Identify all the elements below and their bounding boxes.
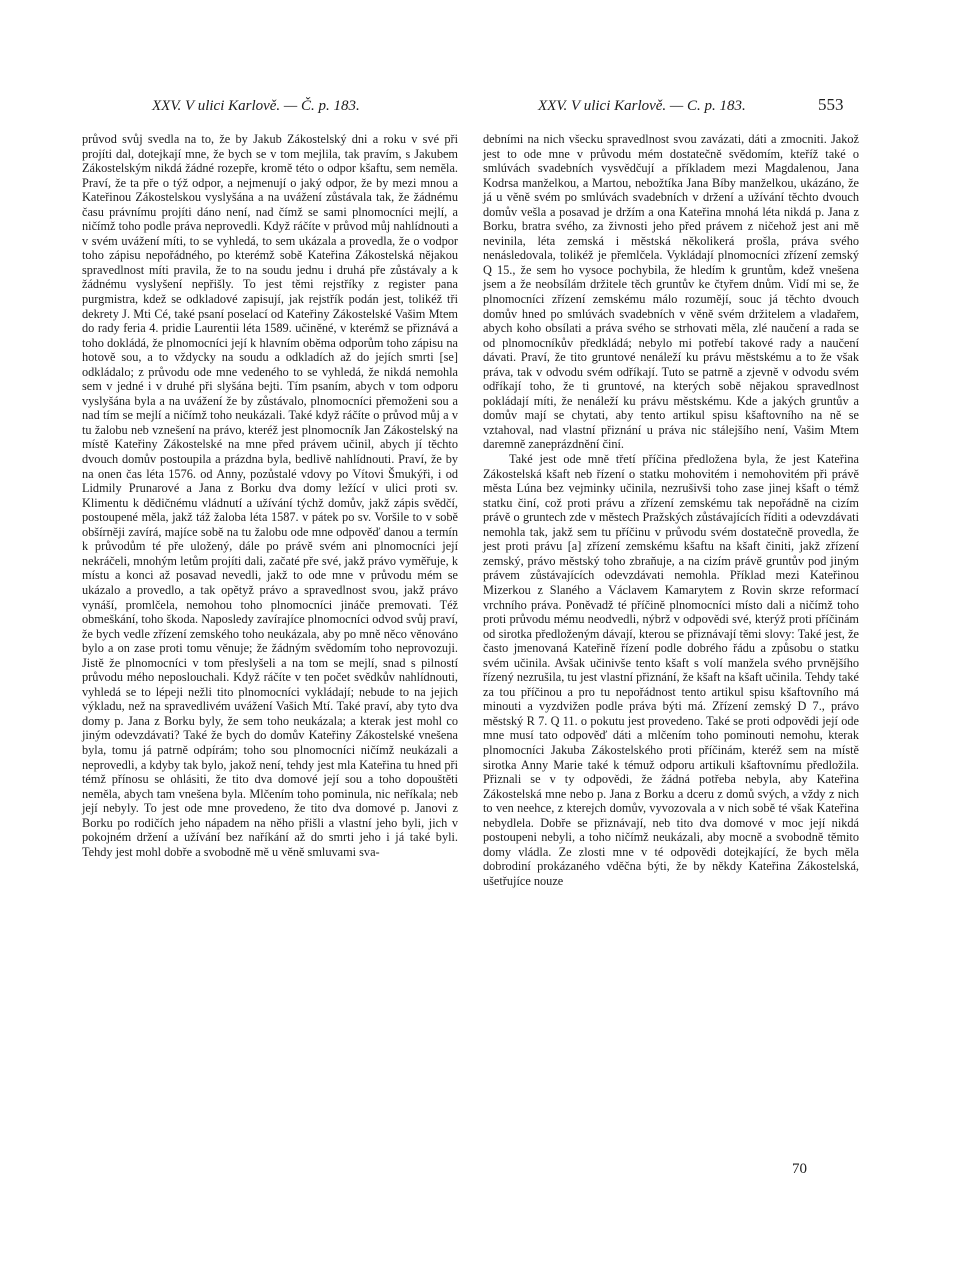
page-header [76, 95, 876, 120]
running-title-right: XXV. V ulici Karlově. — C. p. 183. [538, 98, 746, 114]
right-text-column [483, 132, 859, 888]
paragraph: Také jest ode mně třetí příčina předložena byla, že jest Kateřina Zákostelská kšaft neb řízení o statku mohovitém i nemohovitém při právě města Lúna bez vejminky učinila, nezrušivši toho zase jinej kšaft o témž statku činí, což proti právu a zřízení zemskému tak nepořádně na cizím právě o gruntech zde v městech Pražských zůstávajících říditi a odevzdávati nemohla tak, jakž sem tu příčinu v průvodu svém dostatečně provedla, že jest proti právu [a] zřízení zemskému kšaftu na kšaft činiti, jakž zřízení zemský, právo městský toho zbraňuje, a na cizím právě gruntův pod jiným právem zůstávajících odevzdávati nemohla. Příklad mezi Kateřinou Mizerkou z Slaného a Václavem Kamarytem z Rovin skrze reformací vrchního práva. Poněvadž té příčině plnomocníci místo dali a ničímž toho proti průvodu mému neodvedli, nýbrž v odpovědi své, kterýž proti příčinám od sirotka předloženým dávají, kterou se přiznávají těmi slovy: Také jest, že často jmenovaná Kateřině řízení podle dobrého řádu a způsobu o statku svém učinila. Avšak učinivše tento kšaft s volí manžela svého prvnějšího řízený nezrušila, tu jest vlastní přiznání, že kšaft na kšaft učinila. Tehdy také za tou příčinou a pro tu nepořádnost tento artikul spisu kšaftovního má minouti a vyzdvižen podle práva býti má. Zřízení zemský D 7., právo městský R 7. Q 11. o pokutu jest provedeno. Také se proti odpovědi její ode mne musí tato odpověď dáti a mlčením toho pominouti nemohu, kterak plnomocníci Jakuba Zákostelského proti příčinám, kteréž sem na místě sirotka Anny Marie také k témuž odporu artikuli kšaftovnímu předložila. Přiznali se v ty odpovědi, že žádná potřeba nebyla, aby Kateřina Zákostelská mne nebo p. Jana z Borku a dceru z domů svých, a vždy z nich to ven neehce, z kterejch domův, vyvozovala a v nich sobě té však Kateřina nebydlela. Dobře se přiznávají, neb tito dva domové v moc její nikdá postoupeni nebyli, a toho ničímž neukázali, aby mocně a svobodně těmito domy vládla. Ze zlosti mne v té odpovědi dotejkající, že bych měla dobrodiní prokázaného vděčna býti, že by někdy Kateřina Zákostelská, ušetřujíce nouze [483, 452, 859, 888]
left-text-column [82, 132, 458, 859]
page-number: 553 [818, 95, 844, 114]
running-title-left: XXV. V ulici Karlově. — Č. p. 183. [152, 98, 360, 114]
paragraph: debními na nich všecku spravedlnost svou zavázati, dáti a zmocniti. Jakož jest to ode mne v průvodu mém dostatečně svědomím, kteříž také o smlúvách svadebních vysvědčují a příkladem mezi Magdalenou, Jana Kodrsa manželkou, a Martou, nebožtíka Jana Bíby manželkou, ukázáno, že já u věně svém po smlúvách svadebních v držení a užívání těchto dvouch domův vešla a posavad je držím a ona Kateřina mnohá léta nikdá p. Jana z Borku, bratra svého, za živnosti jeho před právem z ničehož jest ani mě nevinila, léta zemská i městská několikerá prošla, práva svého nenásledovala, tolikéž je přemlčela. Vykládají plnomocníci zřízení zemský Q 15., že sem ho vysoce pochybila, že hledím k gruntům, kdež vnešena jsem a že neobsílám držitele těch gruntův ke čtyřem dnům. Vidí mi se, že plnomocníci zřízení zemskému málo rozumějí, souc já těchto dvouch domův hned po smlúvách svadebních v věně svém držitelem a vladařem, abych koho obsílati a práva svého se strhovati měla, zlé naučení a rada se od plnomocníkův předkládá; nebylo mi potřebí takové rady a naučení dávati. Praví, že tito gruntové nenáleží ku právu městskému a to že však práva, tak v odvodu svém odříkají. Tuto se patrně a zjevně v odvodu svém odříkají toho, že ti gruntové, na kterých sobě nějakou spravedlnost pokládají míti, že nenáleží ku právu městskému. Kde a jakých gruntův a domův mají se chytati, aby tento artikul spisu kšaftovního na ně se vztahoval, nad vlastní přiznání u práva nic stálejšího není, Vašim Mtem daremně zaneprázdnění činí. [483, 132, 859, 452]
signature-number: 70 [792, 1161, 807, 1177]
paragraph: průvod svůj svedla na to, že by Jakub Zákostelský dni a roku v své při projíti dal, dotejkají mne, že bych se v tom mejlila, tak pravím, s Jakubem Zákostelským nikdá žádné rozepře, kromě této o odpor kšaftu, sem neměla. Praví, že ta pře o týž odpor, a nejmenují o jaký odpor, že by mezi mnou a Kateřinou Zákostelskou vyslyšána a na uvážení zůstávala tak, že žádnému času právnímu projíti dáno není, nad čímž se sami plnomocníci mejlí, a ničímž toho podle práva neprovedli. Když ráčíte v průvod můj nahlídnouti a v svém uvážení míti, to se vyhledá, to sem ukázala a provedla, že o vodpor toho zápisu nepořádného, po kterémž sobě Kateřina Zákostelská nějakou spravedlnost míti pravila, že to na soudu jednu i druhá pře zůstávaly a k žádnému vyslyšení nepřišly. To jest těmi rejstříky z register pana purgmistra, kdež se odkladové zapisují, jak rejstřík podán jest, tolikéž tři dekrety J. Mti Cé, také psaní poselací od Kateřiny Zákostelské Vašim Mtem do rady feria 4. pridie Laurentii léta 1589. učiněné, v kterémž se přiznává a toho dokládá, že plnomocníci její k hlavním oběma odporům toho zápisu na hotově sou, a to vždycky na soudu a odkladích až do jejích smrti [se] odkládalo; z průvodu ode mne vedeného to se vyhledá, že nikdá nemohla sem v jedné i v druhé při slyšána bejti. Tím psaním, abych v tom odporu vyslyšána byla a na uvážení že by zůstávalo, plnomocníci přemoženi sou a nad tím se mejlí a ničímž toho neukázali. Také když ráčíte o průvod můj a v tu žalobu neb vznešení na právo, kteréž jest plnomocník Jan Zákostelský na místě Kateřiny Zákostelské na mne před právem učinil, abych jí těchto dvouch domův postoupila a prázdna byla, bedlivě nahlídnouti. Praví, že by na onen čas léta 1576. od Anny, pozůstalé vdovy po Vítovi Šmukýři, i od Lidmily Prunarové a Jana z Borku dva domy ležící v ulici proti sv. Klimentu k dědičnému vládnutí a užívání týchž domův, jakž zápis svědčí, postoupené měla, jakž táž žaloba léta 1587. v pátek po sv. Voršile to v sobě obšírněji zavírá, majíce sobě na tu žalobu ode mne odpověď danou a termín k průvodům té pře uložený, dále po právě svém ani plnomocníci její nekráčeli, mnohým letům projíti dali, začaté pře své, jakž právo vyměřuje, k místu a konci až posavad nevedli, jakž to ode mne v průvodu mém se ukázalo a provedlo, a tak opětyž právo a spravedlnost svou, jakž právo vynáší, promlčela, nemohou toho plnomocníci jináče premovati. Též obmeškání, toho škoda. Naposledy zavírajíce plnomocníci odvod svůj praví, že bych vedle zřízení zemského toho neukázala, aby po mně něco věnováno bylo a on zase proti tomu věnuje; že žádným svědomím toho neprovozuji. Jistě že plnomocníci v tom přeslyšeli a na tom se mejlí, snad s pilností průvodu mého neposlouchali. Když ráčíte v ten počet svědkův nahlídnouti, vyhledá se to lépeji nežli tito plnomocníci vykládají; nebude to na jejich výkladu, než na spravedlivém uvážení Vašich Mtí. Také praví, aby tyto dva domy p. Jana z Borku byly, že sem toho neukázala; a kterak jest mohl co jiným odevzdávati? Také že bych do domův Kateřiny Zákostelské vnešena byla, tomu já patrně odpírám; toho sou plnomocníci ničímž neukázali a neprovedli, a kdyby tak bylo, jakož není, tehdy jest mla Kateřina tu hned při témž přínosu se ohlásiti, že tito dva domové její sou a toho dopouštěti neměla, abych tam vnešena byla. Mlčením toho pominula, nic neříkala; neb její nebyly. To jest ode mne provedeno, že tito dva domové p. Janovi z Borku po rodičích jeho nápadem na něho přišli a vlastní jeho byli, jich v pokojném držení a užívání bez naříkání až do smrti jeho i já také byli. Tehdy jest mohl dobře a svobodně mě u věně smluvami sva- [82, 132, 458, 859]
